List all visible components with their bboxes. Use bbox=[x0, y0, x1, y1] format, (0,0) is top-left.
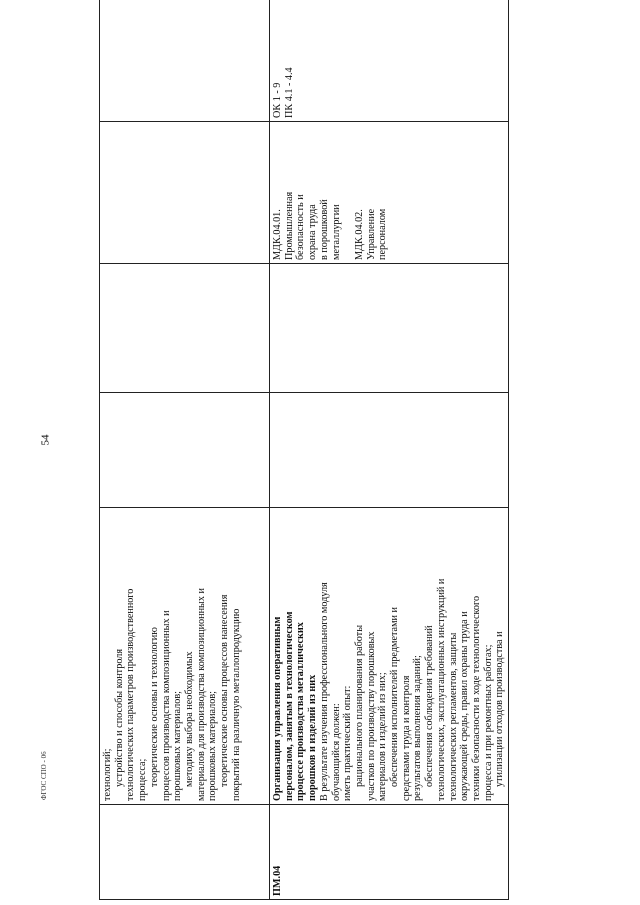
table-row bbox=[270, 0, 509, 900]
text-line: устройство и способы контроля bbox=[113, 648, 125, 787]
mdk-line: МДК.04.01. bbox=[272, 209, 283, 260]
module-code-cell: ПМ.04 bbox=[270, 805, 509, 900]
mdk-line: Промышленная bbox=[283, 191, 295, 260]
landscape-sheet bbox=[99, 20, 506, 900]
competencies-cell bbox=[270, 0, 509, 122]
footer-code: ФГОС СПО - 06 bbox=[40, 751, 48, 800]
empty-cell bbox=[270, 393, 509, 508]
page-number: 54 bbox=[39, 434, 52, 446]
text-line: методику выбора необходимых bbox=[183, 651, 195, 787]
mdk-line bbox=[342, 125, 354, 260]
text-line: участков по производству порошковых bbox=[365, 631, 377, 801]
table-row bbox=[100, 0, 270, 900]
text-line: рационального планирования работы bbox=[353, 624, 365, 787]
text-line: обучающийся должен: bbox=[330, 703, 342, 801]
mdk-line: в порошковой bbox=[318, 199, 330, 260]
curriculum-table bbox=[99, 0, 509, 900]
text-line: персоналом, занятым в технологическом bbox=[283, 611, 295, 801]
text-line: порошковых материалов; bbox=[207, 691, 219, 801]
text-line: технологий; bbox=[102, 748, 113, 801]
text-line: материалов для производства композиционных и bbox=[195, 588, 207, 801]
text-line: процессе производства металлических bbox=[295, 622, 307, 801]
text-line: теоретические основы и технологию bbox=[148, 627, 160, 787]
mdk-line: персоналом bbox=[377, 208, 389, 260]
module-description-cell bbox=[270, 508, 509, 805]
text-line: процесса; bbox=[137, 758, 149, 801]
competency-line: ПК 4.1 - 4.4 bbox=[283, 67, 295, 118]
text-line: процессов производства композиционных и bbox=[160, 610, 172, 801]
empty-cell bbox=[100, 393, 270, 508]
text-line: теоретические основы процессов нанесения bbox=[219, 594, 231, 787]
text-line: результатов выполнения заданий; bbox=[412, 655, 424, 801]
text-line: обеспечения соблюдения требований bbox=[424, 625, 436, 787]
module-code-cell bbox=[100, 805, 270, 900]
text-line: технологических параметров производственного bbox=[125, 588, 137, 801]
text-line: материалов и изделий из них; bbox=[377, 672, 389, 801]
competency-line: ОК 1 - 9 bbox=[272, 82, 283, 118]
text-line: иметь практический опыт: bbox=[342, 685, 354, 801]
mdk-line: безопасность и bbox=[295, 194, 307, 260]
mdk-line: металлургии bbox=[330, 204, 342, 260]
text-line: порошковых материалов; bbox=[172, 691, 184, 801]
module-description-cell bbox=[100, 508, 270, 805]
text-line: Организация управления оперативным bbox=[272, 616, 283, 801]
text-line: обеспечения исполнителей предметами и bbox=[389, 607, 401, 787]
text-line: технологических регламентов, защиты bbox=[447, 632, 459, 801]
empty-cell bbox=[100, 264, 270, 393]
rotated-table-wrapper bbox=[99, 20, 506, 900]
mdk-line: Управление bbox=[365, 208, 377, 260]
competencies-cell bbox=[100, 0, 270, 122]
text-line: окружающей среды, правил охраны труда и bbox=[459, 611, 471, 801]
mdk-line: МДК.04.02. bbox=[353, 209, 365, 260]
mdk-cell bbox=[100, 122, 270, 264]
text-line: техники безопасности в ходе технологического bbox=[470, 595, 482, 801]
text-line: процесса и при ремонтных работах; bbox=[482, 644, 494, 801]
text-line: технологических, эксплуатационных инструкций и bbox=[435, 578, 447, 801]
text-line: покрытий на различную металлопродукцию bbox=[230, 608, 242, 801]
text-line: В результате изучения профессионального модуля bbox=[318, 582, 330, 801]
mdk-cell bbox=[270, 122, 509, 264]
empty-cell bbox=[270, 264, 509, 393]
text-line: утилизации отходов производства и bbox=[494, 631, 506, 787]
text-line: порошков и изделий из них bbox=[307, 674, 319, 801]
text-line: средствами труда и контроля bbox=[400, 675, 412, 801]
mdk-line: охрана труда bbox=[307, 204, 319, 260]
